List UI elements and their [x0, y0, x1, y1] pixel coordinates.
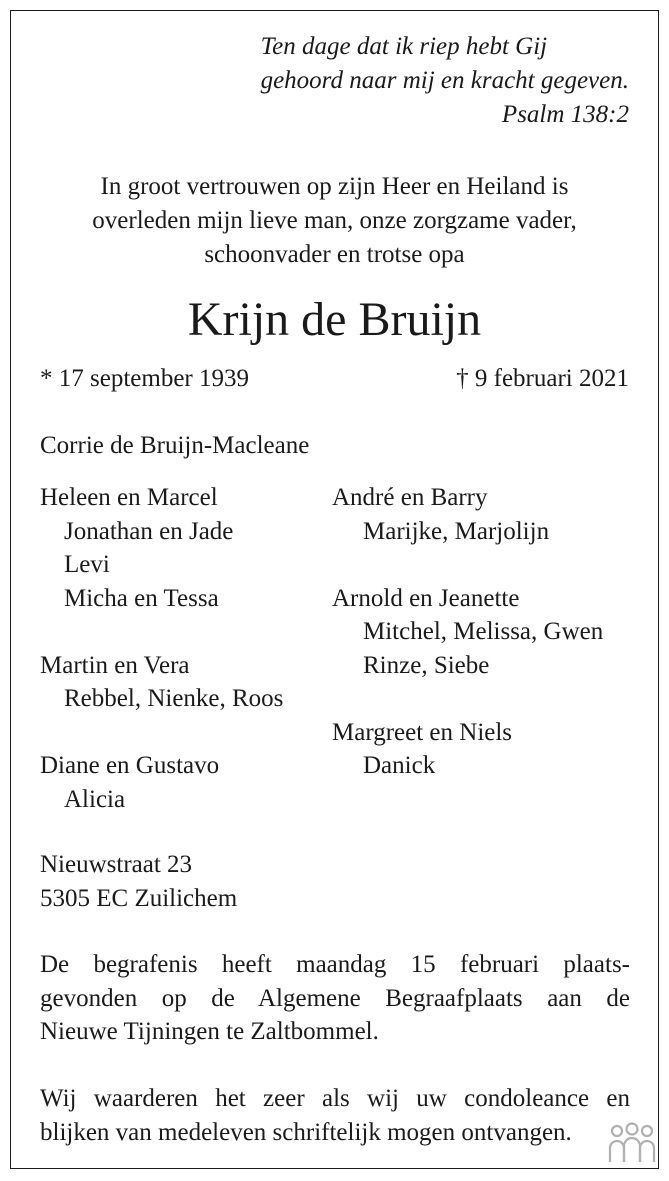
funeral-line-1: De begrafenis heeft maandag 15 februari plaats-: [40, 951, 630, 978]
address-street: Nieuwstraat 23: [40, 851, 193, 878]
family-child: Mitchel, Melissa, Gwen: [363, 618, 604, 645]
family-child: Marijke, Marjolijn: [363, 517, 550, 545]
family-head: Margreet en Niels: [332, 718, 513, 746]
verse-line-1: Ten dage dat ik riep hebt Gij: [260, 33, 548, 60]
family-child: Rinze, Siebe: [363, 651, 490, 679]
intro-line-2: overleden mijn lieve man, onze zorgzame vader,: [92, 207, 577, 234]
funeral-paragraph: [40, 948, 630, 1049]
family-child: Levi: [64, 551, 110, 578]
intro-text: [0, 170, 669, 272]
deceased-name: Krijn de Bruijn: [187, 293, 482, 346]
family-column-right: [332, 481, 603, 783]
condolence-line-2: blijken van medeleven schriftelijk mogen ontvangen.: [40, 1118, 572, 1146]
family-group: [332, 481, 603, 548]
life-dates: [40, 362, 629, 396]
people-group-icon: [606, 1122, 658, 1166]
intro-line-3: schoonvader en trotse opa: [204, 241, 465, 268]
verse-line-2: gehoord naar mij en kracht gegeven.: [260, 67, 629, 94]
family-group: [40, 649, 283, 716]
family-head: Heleen en Marcel: [40, 484, 218, 511]
family-child: Danick: [363, 752, 436, 779]
family-child: Micha en Tessa: [64, 584, 219, 612]
family-child: Alicia: [64, 785, 126, 813]
address-city: 5305 EC Zuilichem: [40, 884, 238, 912]
funeral-line-3: Nieuwe Tijningen te Zaltbommel.: [40, 1018, 379, 1045]
family-head: Arnold en Jeanette: [332, 584, 520, 612]
family-column-left: [40, 481, 283, 816]
verse-reference: Psalm 138:2: [501, 101, 629, 128]
family-group: [40, 749, 283, 816]
family-head: André en Barry: [332, 484, 488, 511]
funeral-line-2: gevonden op de Algemene Begraafplaats aan de: [40, 984, 630, 1012]
family-group: [332, 582, 603, 683]
family-head: Martin en Vera: [40, 651, 190, 679]
condolence-line-1: Wij waarderen het zeer als wij uw condoleance en: [40, 1085, 630, 1112]
family-child: Rebbel, Nienke, Roos: [64, 685, 284, 712]
family-group: [332, 716, 603, 783]
bible-verse: [261, 30, 629, 132]
address-block: [40, 848, 237, 915]
condolence-paragraph: [40, 1082, 630, 1149]
family-group: [40, 481, 283, 615]
family-child: Jonathan en Jade: [64, 517, 234, 545]
family-head: Diane en Gustavo: [40, 752, 220, 779]
spouse-name: Corrie de Bruijn-Macleane: [40, 432, 310, 459]
intro-line-1: In groot vertrouwen op zijn Heer en Heiland is: [100, 173, 569, 200]
death-date: † 9 februari 2021: [456, 365, 629, 392]
birth-date: * 17 september 1939: [40, 365, 249, 392]
